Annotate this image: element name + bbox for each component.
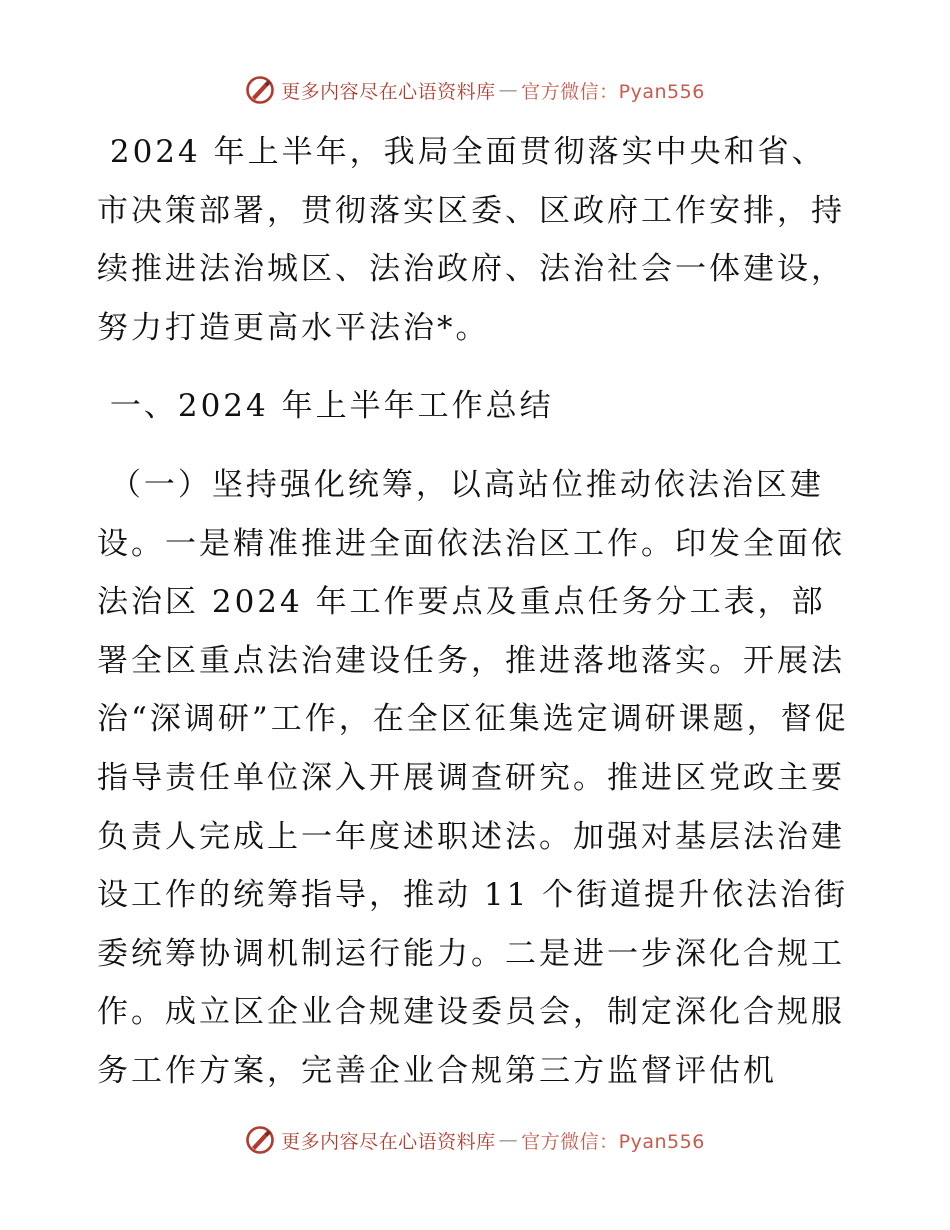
watermark-contact: 官方微信：Pyan556: [521, 1130, 705, 1153]
pen-circle-logo-icon: [245, 75, 275, 105]
watermark-contact: 官方微信：Pyan556: [521, 80, 705, 103]
document-body: [97, 123, 857, 1101]
watermark-footer: [0, 1120, 950, 1160]
intro-paragraph: 2024 年上半年，我局全面贯彻落实中央和省、市决策部署，贯彻落实区委、区政府工作安排，持续推进法治城区、法治政府、法治社会一体建设，努力打造更高水平法治*。: [97, 134, 845, 346]
watermark-text: 更多内容尽在心语资料库: [281, 1130, 496, 1153]
watermark-header: [0, 70, 950, 110]
section-paragraph: （一）坚持强化统筹，以高站位推动依法治区建设。一是精准推进全面依法治区工作。印发全面依法治区 2024 年工作要点及重点任务分工表，部署全区重点法治建设任务，推进落地落实。开展法治“深调研”工作，在全区征集选定调研课题，督促指导责任单位深入开展调查研究。推进区党政主要负责人完成上一年度述职述法。加强对基层法治建设工作的统筹指导，推动 11 个街道提升依法治街委统筹协调机制运行能力。二是进一步深化合规工作。成立区企业合规建设委员会，制定深化合规服务工作方案，完善企业合规第三方监督评估机: [97, 466, 849, 1089]
watermark-text: 更多内容尽在心语资料库: [281, 80, 496, 103]
pen-circle-logo-icon: [245, 1125, 275, 1155]
watermark-dash: —: [498, 79, 519, 101]
watermark-dash: —: [498, 1129, 519, 1151]
section-heading: 一、2024 年上半年工作总结: [97, 388, 554, 425]
